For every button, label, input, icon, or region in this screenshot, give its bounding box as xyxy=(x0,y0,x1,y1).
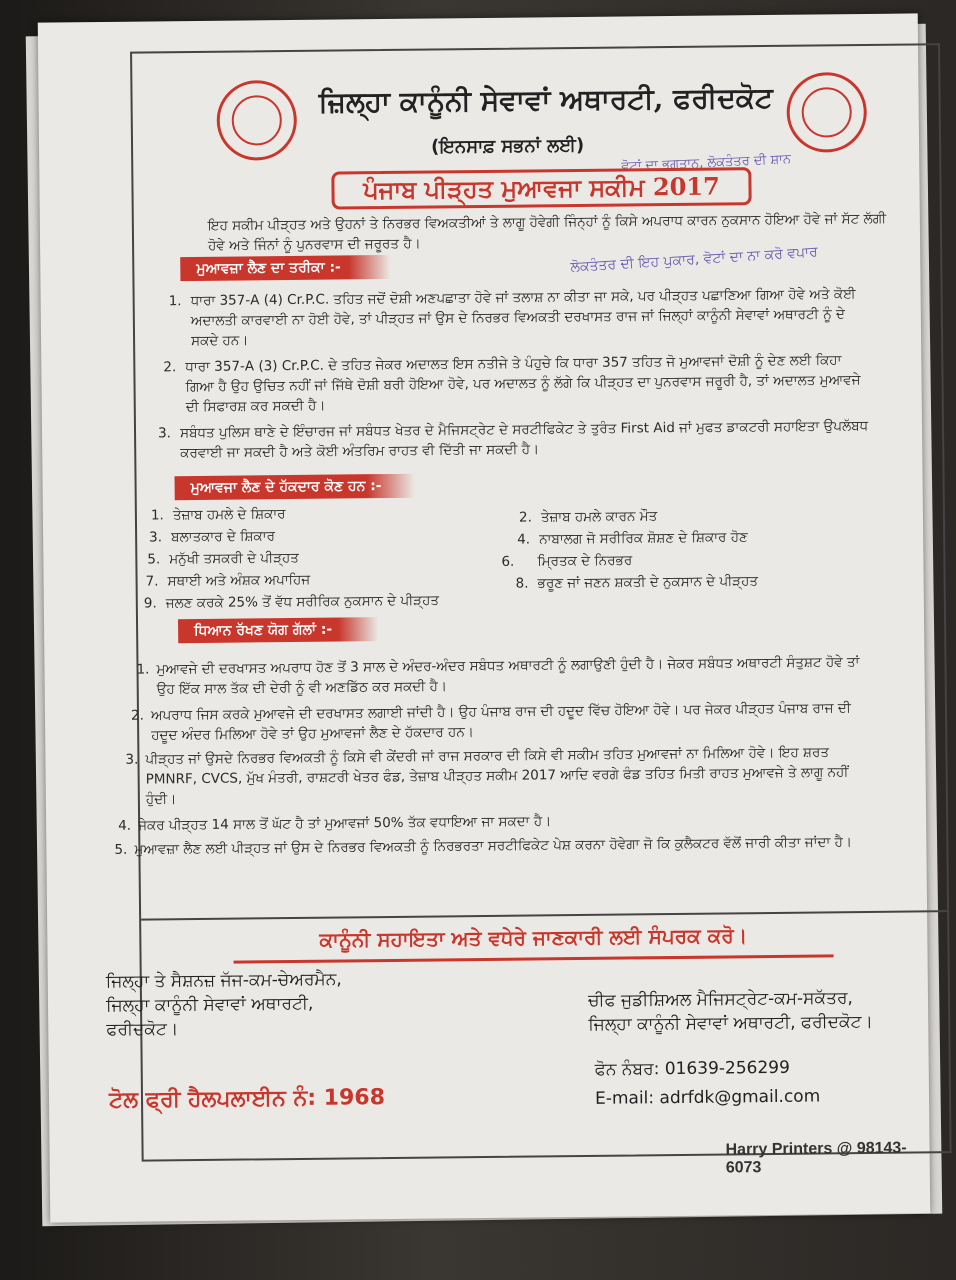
eligible-item: ਨਾਬਾਲਗ ਜੋ ਸਰੀਰਿਕ ਸ਼ੋਸ਼ਣ ਦੇ ਸ਼ਿਕਾਰ ਹੋਣ xyxy=(539,529,748,548)
list-number: 4. xyxy=(517,531,531,548)
list-number: 5. xyxy=(114,841,128,858)
list-number: 2. xyxy=(518,509,532,526)
list-number: 9. xyxy=(143,595,157,612)
eligible-item: ਮਨੁੱਖੀ ਤਸਕਰੀ ਦੇ ਪੀੜ੍ਹਤ xyxy=(169,549,299,568)
scheme-title: ਪੰਜਾਬ ਪੀੜ੍ਹਤ ਮੁਆਵਜਾ ਸਕੀਮ 2017 xyxy=(331,167,751,209)
note-item: ਜੇਕਰ ਪੀੜ੍ਹਤ 14 ਸਾਲ ਤੋਂ ਘੱਟ ਹੈ ਤਾਂ ਮੁਆਵਜਾਂ 50% ਤੱਕ ਵਧਾਇਆ ਜਾ ਸਕਦਾ ਹੈ। xyxy=(138,813,552,834)
method-item: ਧਾਰਾ 357-A (3) Cr.P.C. ਦੇ ਤਹਿਤ ਜੇਕਰ ਅਦਾਲਤ ਇਸ ਨਤੀਜੇ ਤੇ ਪੰਹੁਚੇ ਕਿ ਧਾਰਾ 357 ਤਹਿਤ ਜੋ ਮੁਆਵਜਾਂ ਦੋਸ਼ੀ ਨੂੰ ਦੇਣ ਲਈ ਕਿਹਾ ਗਿਆ ਹੈ ਉਹ ਉਚਿਤ ਨਹੀਂ ਜਾਂ ਜਿੱਥੇ ਦੋਸ਼ੀ ਬਰੀ ਹੋਇਆ ਹੋਵੇ, ਪਰ ਅਦਾਲਤ ਨੂੰ ਲੱਗੇ ਕਿ ਪੀੜ੍ਹਤ ਦਾ ਪੁਨਰਵਾਸ ਜਰੂਰੀ ਹੈ, ਤਾਂ ਅਦਾਲਤ ਮੁਆਵਜੇ ਦੀ ਸਿਫਾਰਸ਼ ਕਰ ਸਕਦੀ ਹੈ। xyxy=(185,352,861,416)
list-number: 3. xyxy=(157,425,172,442)
leaflet-page xyxy=(38,13,931,1222)
list-number: 2. xyxy=(163,359,177,376)
eligible-item: ਸਥਾਈ ਅਤੇ ਅੰਸ਼ਕ ਅਪਾਹਿਜ xyxy=(167,571,311,590)
printer-credit: Harry Printers @ 98143-6073 xyxy=(725,1139,907,1177)
stamp-text-middle: ਲੋਕਤੰਤਰ ਦੀ ਇਹ ਪੁਕਾਰ, ਵੋਟਾਂ ਦਾ ਨਾ ਕਰੋ ਵਪਾਰ xyxy=(570,244,819,276)
eligible-item: ਬਲਾਤਕਾਰ ਦੇ ਸ਼ਿਕਾਰ xyxy=(171,528,276,546)
legal-services-logo xyxy=(216,80,297,161)
note-item: ਅਪਰਾਧ ਜਿਸ ਕਰਕੇ ਮੁਆਵਜੇ ਦੀ ਦਰਖਾਸਤ ਲਗਾਈ ਜਾਂਦੀ ਹੈ। ਉਹ ਪੰਜਾਬ ਰਾਜ ਦੀ ਹਦੂਦ ਵਿੱਚ ਹੋਇਆ ਹੋਵੇ। ਪਰ ਜੇਕਰ ਪੀੜ੍ਹਤ ਪੰਜਾਬ ਰਾਜ ਦੀ ਹਦੂਦ ਅੰਦਰ ਮਿਲਿਆ ਹੋਵੇ ਤਾਂ ਉਹ ਮੁਆਵਜਾਂ ਲੈਣ ਦੇ ਹੱਕਦਾਰ ਹਨ। xyxy=(150,700,851,744)
note-item: ਪੀੜ੍ਹਤ ਜਾਂ ਉਸਦੇ ਨਿਰਭਰ ਵਿਅਕਤੀ ਨੂੰ ਕਿਸੇ ਵੀ ਕੇਂਦਰੀ ਜਾਂ ਰਾਜ ਸਰਕਾਰ ਦੀ ਕਿਸੇ ਵੀ ਸਕੀਮ ਤਹਿਤ ਮੁਆਵਜਾਂ ਨਾ ਮਿਲਿਆ ਹੋਵੇ। ਇਹ ਸ਼ਰਤ PMNRF, CVCS, ਮੁੱਖ ਮੰਤਰੀ, ਰਾਸ਼ਟਰੀ ਖੇਤਰ ਫੰਡ, ਤੇਜ਼ਾਬ ਪੀੜ੍ਹਤ ਸਕੀਮ 2017 ਆਦਿ ਵਰਗੇ ਫੰਡ ਤਹਿਤ ਮਿਤੀ ਰਾਹਤ ਮੁਆਵਜੇ ਤੇ ਲਾਗੂ ਨਹੀਂ ਹੁੰਦੀ। xyxy=(145,744,849,808)
email-address: E-mail: adrfdk@gmail.com xyxy=(594,1086,821,1109)
list-number: 3. xyxy=(125,751,139,768)
list-number: 1. xyxy=(136,661,150,678)
method-item: ਧਾਰਾ 357-A (4) Cr.P.C. ਤਹਿਤ ਜਦੋਂ ਦੋਸ਼ੀ ਅਣਪਛਾਤਾ ਹੋਵੇ ਜਾਂ ਤਲਾਸ਼ ਨਾ ਕੀਤਾ ਜਾ ਸਕੇ, ਪਰ ਪੀੜ੍ਹਤ ਪਛਾਣਿਆ ਗਿਆ ਹੋਵੇ ਅਤੇ ਕੋਈ ਅਦਾਲਤੀ ਕਾਰਵਾਈ ਨਾ ਹੋਈ ਹੋਵੇ, ਤਾਂ ਪੀੜ੍ਹਤ ਜਾਂ ਉਸ ਦੇ ਨਿਰਭਰ ਵਿਅਕਤੀ ਦਰਖਾਸਤ ਰਾਜ ਜਾਂ ਜਿਲ੍ਹਾਂ ਕਾਨੂੰਨੀ ਸੇਵਾਵਾਂ ਅਥਾਰਟੀ ਨੂੰ ਦੇ ਸਕਦੇ ਹਨ। xyxy=(190,286,856,350)
list-number: 6. xyxy=(501,553,515,570)
page-subtitle: (ਇਨਸਾਫ਼ ਸਭਨਾਂ ਲਈ) xyxy=(430,134,585,158)
address-line: ਫਰੀਦਕੋਟ। xyxy=(106,1019,179,1040)
list-number: 4. xyxy=(118,817,132,834)
section-heading-eligible: ਮੁਆਵਜਾ ਲੈਣ ਦੇ ਹੱਕਦਾਰ ਕੋਣ ਹਨ :- xyxy=(174,474,414,501)
list-number: 8. xyxy=(515,575,529,592)
address-line: ਜਿਲ੍ਹਾ ਤੇ ਸੈਸ਼ਨਜ਼ ਜੱਜ-ਕਮ-ਚੇਅਰਮੈਨ, xyxy=(105,969,342,992)
list-number: 1. xyxy=(150,507,164,524)
section-heading-notes: ਧਿਆਨ ਰੱਖਣ ਯੋਗ ਗੱਲਾਂ :- xyxy=(178,617,378,643)
note-item: ਮੁਆਵਜੇ ਦੀ ਦਰਖਾਸਤ ਅਪਰਾਧ ਹੋਣ ਤੋਂ 3 ਸਾਲ ਦੇ ਅੰਦਰ-ਅੰਦਰ ਸਬੰਧਤ ਅਥਾਰਟੀ ਨੂੰ ਲਗਾਉਣੀ ਹੁੰਦੀ ਹੈ। ਜੇਕਰ ਸਬੰਧਤ ਅਥਾਰਟੀ ਸੰਤੁਸ਼ਟ ਹੋਵੇ ਤਾਂ ਉਹ ਇੱਕ ਸਾਲ ਤੱਕ ਦੀ ਦੇਰੀ ਨੂੰ ਵੀ ਅਣਡਿੱਠ ਕਰ ਸਕਦੀ ਹੈ। xyxy=(156,654,860,698)
address-line: ਚੀਫ ਜੁਡੀਸ਼ਿਅਲ ਮੈਜਿਸਟ੍ਰੇਟ-ਕਮ-ਸਕੱਤਰ, xyxy=(587,988,853,1011)
intro-paragraph: ਇਹ ਸਕੀਮ ਪੀੜ੍ਹਤ ਅਤੇ ਉਹਨਾਂ ਤੇ ਨਿਰਭਰ ਵਿਅਕਤੀਆਂ ਤੇ ਲਾਗੂ ਹੋਵੇਗੀ ਜਿੰਨ੍ਹਾਂ ਨੂੰ ਕਿਸੇ ਅਪਰਾਧ ਕਾਰਨ ਨੁਕਸਾਨ ਹੋਇਆ ਹੋਵੇ ਜਾਂ ਸੱਟ ਲੱਗੀ ਹੋਵੇ ਅਤੇ ਜਿੰਨਾਂ ਨੂੰ ਪੁਨਰਵਾਸ ਦੀ ਜਰੂਰਤ ਹੈ। xyxy=(207,210,887,254)
stamp-text-top: ਵੋਟਾਂ ਦਾ ਭੁਗਤਾਨ, ਲੋਕਤੰਤਰ ਦੀ ਸ਼ਾਨ xyxy=(620,151,792,175)
list-number: 2. xyxy=(130,707,144,724)
eligible-item: ਤੇਜ਼ਾਬ ਹਮਲੇ ਦੇ ਸ਼ਿਕਾਰ xyxy=(172,506,286,524)
method-item: ਸਬੰਧਤ ਪੁਲਿਸ ਥਾਣੇ ਦੇ ਇੰਚਾਰਜ ਜਾਂ ਸਬੰਧਤ ਖੇਤਰ ਦੇ ਮੈਜਿਸਟ੍ਰੇਟ ਦੇ ਸਰਟੀਫਿਕੇਟ ਤੇ ਤੁਰੰਤ First Aid ਜਾਂ ਮੁਫਤ ਡਾਕਟਰੀ ਸਹਾਇਤਾ ਉਪਲੱਬਧ ਕਰਵਾਈ ਜਾ ਸਕਦੀ ਹੈ ਅਤੇ ਕੋਈ ਅੰਤਰਿਮ ਰਾਹਤ ਵੀ ਦਿੱਤੀ ਜਾ ਸਕਦੀ ਹੈ। xyxy=(179,417,869,462)
nalsa-logo xyxy=(786,72,867,153)
tollfree-helpline: ਟੋਲ ਫ੍ਰੀ ਹੈਲਪਲਾਈਨ ਨੰ: 1968 xyxy=(108,1085,386,1113)
chairman-address xyxy=(106,968,343,1042)
page-title: ਜ਼ਿਲ੍ਹਾ ਕਾਨੂੰਨੀ ਸੇਵਾਵਾਂ ਅਥਾਰਟੀ, ਫਰੀਦਕੋਟ xyxy=(318,80,773,119)
eligible-item: ਭਰੂਣ ਜਾਂ ਜਣਨ ਸ਼ਕਤੀ ਦੇ ਨੁਕਸਾਨ ਦੇ ਪੀੜ੍ਹਤ xyxy=(537,573,759,592)
list-number: 3. xyxy=(149,529,163,546)
list-number: 5. xyxy=(147,551,161,568)
list-number: 7. xyxy=(145,573,159,590)
list-number: 1. xyxy=(168,293,182,310)
eligible-item: ਤੇਜ਼ਾਬ ਹਮਲੇ ਕਾਰਨ ਮੌਤ xyxy=(540,508,658,526)
eligible-item: ਜਲਣ ਕਰਕੇ 25% ਤੋਂ ਵੱਧ ਸਰੀਰਿਕ ਨੁਕਸਾਨ ਦੇ ਪੀੜ੍ਹਤ xyxy=(165,592,440,612)
secretary-address xyxy=(588,986,873,1037)
note-item: ਮੁਆਵਜ਼ਾ ਲੈਣ ਲਈ ਪੀੜ੍ਹਤ ਜਾਂ ਉਸ ਦੇ ਨਿਰਭਰ ਵਿਅਕਤੀ ਨੂੰ ਨਿਰਭਰਤਾ ਸਰਟੀਫਿਕੇਟ ਪੇਸ਼ ਕਰਨਾ ਹੋਵੇਗਾ ਜੋ ਕਿ ਕੁਲੈਕਟਰ ਵੱਲੋਂ ਜਾਰੀ ਕੀਤਾ ਜਾਂਦਾ ਹੈ। xyxy=(134,834,853,858)
contact-heading: ਕਾਨੂੰਨੀ ਸਹਾਇਤਾ ਅਤੇ ਵਧੇਰੇ ਜਾਣਕਾਰੀ ਲਈ ਸੰਪਰਕ ਕਰੋ। xyxy=(319,923,748,952)
phone-number: ਫੋਨ ਨੰਬਰ: 01639-256299 xyxy=(594,1057,790,1080)
address-line: ਜਿਲ੍ਹਾ ਕਾਨੂੰਨੀ ਸੇਵਾਵਾਂ ਅਥਾਰਟੀ, ਫਰੀਦਕੋਟ। xyxy=(588,1011,874,1035)
eligible-item: ਮ੍ਰਿਤਕ ਦੇ ਨਿਰਭਰ xyxy=(537,552,633,570)
address-line: ਜਿਲ੍ਹਾ ਕਾਨੂੰਨੀ ਸੇਵਾਵਾਂ ਅਥਾਰਟੀ, xyxy=(105,993,314,1016)
section-heading-method: ਮੁਆਵਜ਼ਾ ਲੈਣ ਦਾ ਤਰੀਕਾ :- xyxy=(180,255,390,281)
